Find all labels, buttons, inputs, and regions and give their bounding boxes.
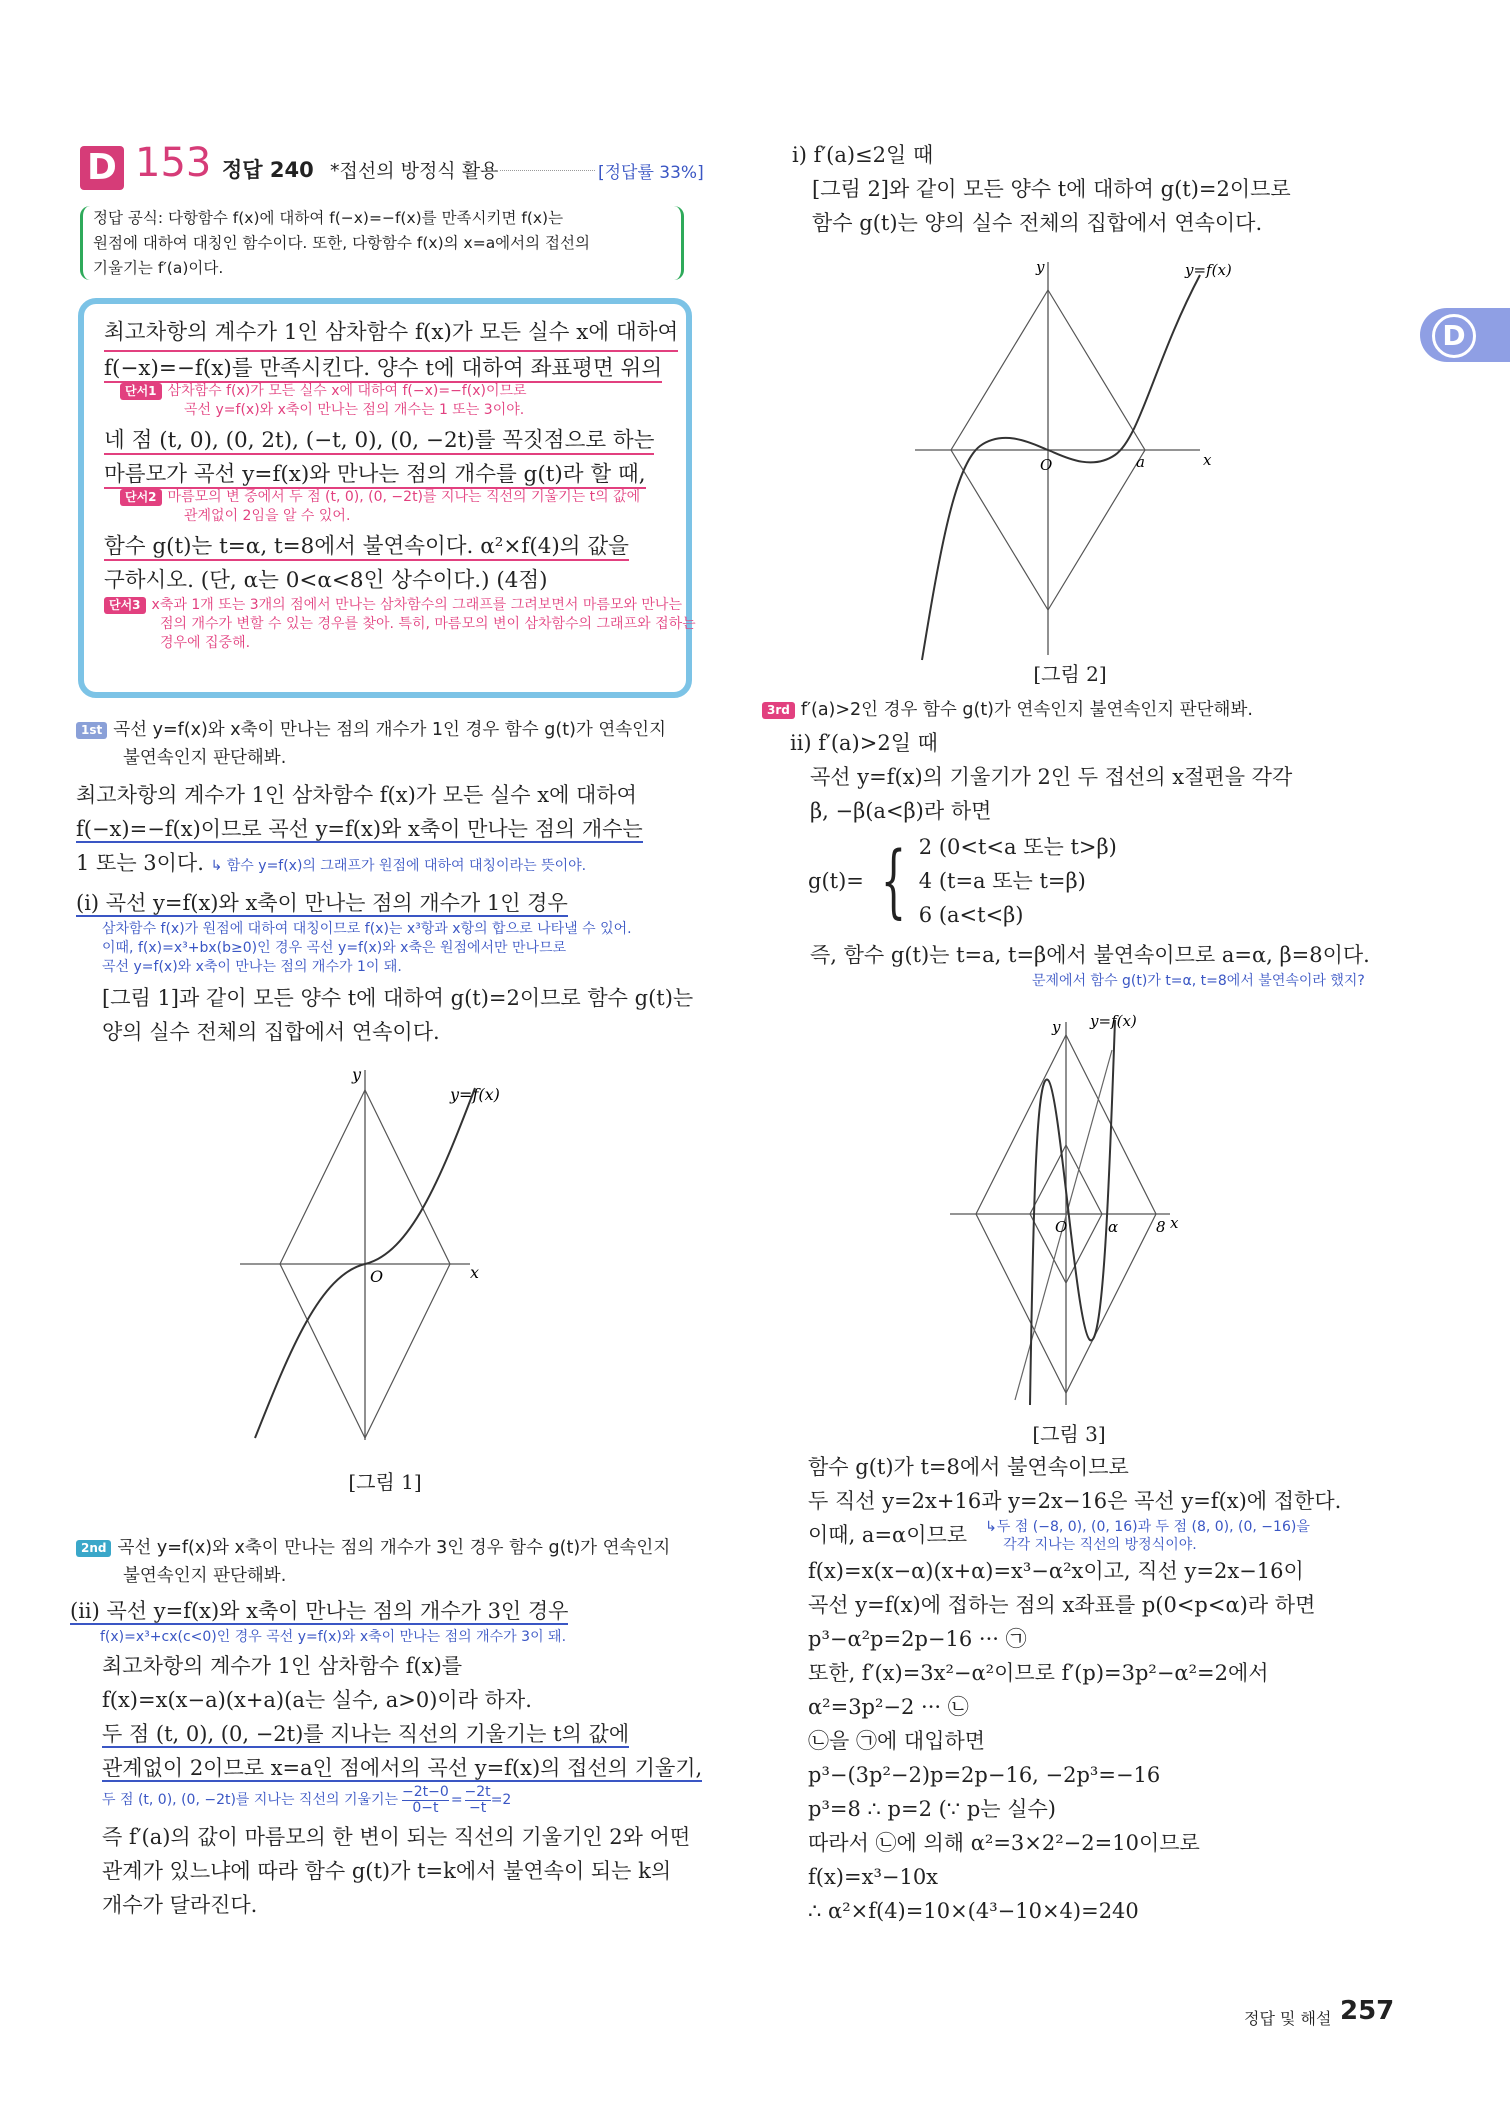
conclusion-note: 문제에서 함수 g(t)가 t=α, t=8에서 불연속이라 했지? [1032, 973, 1365, 989]
y-axis-label: y [1036, 258, 1045, 276]
step2-body [70, 1594, 702, 1922]
calc-line: p³=8 ∴ p=2 (∵ p는 실수) [808, 1797, 1057, 1821]
step2-line: 최고차항의 계수가 1인 삼차함수 f(x)를 [102, 1654, 463, 1678]
step-tag: 2nd [76, 1540, 111, 1557]
hint-text: 마름모의 변 중에서 두 점 (t, 0), (0, −2t)를 지나는 직선의 기울기는 t의 값에 [167, 489, 641, 505]
curve-label: y=f(x) [450, 1085, 500, 1104]
calc-line: f(x)=x³−10x [808, 1865, 939, 1889]
figure-3 [930, 1000, 1250, 1420]
formula-line: 정답 공식: 다항함수 f(x)에 대하여 f(−x)=−f(x)를 만족시키면 f(x)는 [93, 209, 564, 227]
conclusion [810, 938, 1370, 991]
brace: { [880, 834, 907, 927]
origin-label: O [1040, 456, 1053, 474]
step1-line [76, 846, 693, 880]
step-title-line: 불연속인지 판단해봐. [123, 748, 287, 768]
note-line: 이때, f(x)=x³+bx(b≥0)인 경우 곡선 y=f(x)와 x축은 원점에서만 만나므로 [102, 940, 567, 956]
curve-label: y=f(x) [1185, 261, 1232, 279]
conclusion-line: 즉, 함수 g(t)는 t=a, t=β에서 불연속이므로 a=α, β=8이다. [810, 943, 1370, 967]
step2-line: 개수가 달라진다. [102, 1893, 258, 1917]
figure-2 [900, 250, 1300, 670]
problem-line [104, 424, 696, 458]
after-line [808, 1518, 1341, 1554]
figure-2-caption: [그림 2] [1033, 662, 1107, 686]
after-line: 함수 g(t)가 t=8에서 불연속이므로 [808, 1455, 1129, 1479]
note-text: 함수 y=f(x)의 그래프가 원점에 대하여 대칭이라는 뜻이야. [226, 858, 587, 874]
after-line-part: 이때, a=α이므로 [808, 1523, 968, 1547]
step2-title [76, 1534, 670, 1590]
step-title-line: 곡선 y=f(x)와 x축이 만나는 점의 개수가 3인 경우 함수 g(t)가 연속인지 [117, 1538, 671, 1558]
final-work [808, 1450, 1341, 1928]
after-line: 두 직선 y=2x+16과 y=2x−16은 곡선 y=f(x)에 접한다. [808, 1489, 1342, 1513]
hint-text: 곡선 y=f(x)와 x축이 만나는 점의 개수는 1 또는 3이야. [184, 402, 525, 418]
calc-line: f(x)=x(x−α)(x+α)=x³−α²x이고, 직선 y=2x−16이 [808, 1559, 1304, 1583]
hint-text: x축과 1개 또는 3개의 점에서 만나는 삼차함수의 그래프를 그려보면서 마름모와 만나는 [151, 597, 682, 613]
problem-line: 구하시오. (단, α는 0<α<8인 상수이다.) (4점) [104, 568, 548, 593]
fraction-numerator: −2t [464, 1784, 491, 1800]
piecewise-lhs: g(t)= [808, 869, 864, 893]
step3-title [762, 696, 1253, 724]
piecewise-row: 6 (a<t<β) [918, 903, 1024, 927]
case-ii-heading: ii) f′(a)>2일 때 [790, 731, 938, 755]
case-i-heading: i) f′(a)≤2일 때 [792, 143, 934, 167]
problem-line [104, 458, 696, 492]
answer-label: 정답 240 [222, 158, 314, 182]
a-label: a [1136, 453, 1145, 471]
equals-sign: = [450, 1792, 463, 1808]
footer-label: 정답 및 해설 [1244, 2009, 1332, 2028]
case-i-right [792, 138, 1291, 240]
piecewise-row: 4 (t=a 또는 t=β) [918, 869, 1086, 893]
problem-badge: D [80, 146, 124, 190]
piecewise-row: 2 (0<t<a 또는 t>β) [918, 835, 1117, 859]
fraction-denominator: 0−t [412, 1800, 439, 1816]
hint-text: 경우에 집중해. [160, 635, 251, 651]
calc-line: α²=3p²−2 ··· ㉡ [808, 1695, 969, 1719]
step1-line-part: 1 또는 3이다. [76, 851, 204, 875]
step-title-line: f′(a)>2인 경우 함수 g(t)가 연속인지 불연속인지 판단해봐. [800, 700, 1253, 720]
problem-line [104, 352, 696, 386]
problem-line: 최고차항의 계수가 1인 삼차함수 f(x)가 모든 실수 x에 대하여 [104, 316, 678, 352]
formula-line: 원점에 대하여 대칭인 함수이다. 또한, 다항함수 f(x)의 x=a에서의 접선의 [93, 234, 590, 252]
step1-line: 최고차항의 계수가 1인 삼차함수 f(x)가 모든 실수 x에 대하여 [76, 783, 637, 807]
hint-1 [120, 382, 696, 420]
case-ii-line: 곡선 y=f(x)의 기울기가 2인 두 접선의 x절편을 각각 [810, 765, 1293, 789]
figure-1 [220, 1060, 540, 1450]
piecewise-rows [919, 830, 1117, 932]
case-i-notes [102, 920, 693, 977]
side-tab-letter: D [1432, 314, 1476, 358]
fraction [465, 1785, 491, 1816]
hint-tag: 단서1 [120, 383, 162, 400]
figure-1-caption: [그림 1] [348, 1470, 422, 1494]
step2-line [102, 1751, 702, 1785]
step-tag: 1st [76, 722, 107, 739]
step2-line [102, 1717, 702, 1751]
x-axis-label: x [1203, 451, 1212, 469]
problem-text [104, 316, 696, 653]
note-line: 삼차함수 f(x)가 원점에 대하여 대칭이므로 f(x)는 x³항과 x항의 합으로 나타낼 수 있어. [102, 921, 632, 937]
step2-line: 관계가 있느냐에 따라 함수 g(t)가 t=k에서 불연속이 되는 k의 [102, 1859, 672, 1883]
formula-box [80, 206, 684, 280]
problem-number: 153 [135, 140, 212, 186]
hint-text: 점의 개수가 변할 수 있는 경우를 찾아. 특히, 마름모의 변이 삼차함수의 그래프와 접하는 [160, 616, 696, 632]
step1-line [76, 812, 693, 846]
cubic-curve [922, 275, 1200, 660]
note: ↳ 함수 y=f(x)의 그래프가 원점에 대하여 대칭이라는 뜻이야. [210, 858, 587, 874]
eight-label: 8 [1156, 1218, 1166, 1236]
calc-line: ㉡을 ㉠에 대입하면 [808, 1729, 986, 1753]
calc-line: p³−α²p=2p−16 ··· ㉠ [808, 1627, 1027, 1651]
hint-tag: 단서2 [120, 489, 162, 506]
case-ii-text: (ii) 곡선 y=f(x)와 x축이 만나는 점의 개수가 3인 경우 [70, 1599, 569, 1623]
hint-3 [104, 596, 696, 653]
page-number: 257 [1340, 1996, 1395, 2026]
header-dotted-line [500, 170, 595, 171]
calc-line: ∴ α²×f(4)=10×(4³−10×4)=240 [808, 1899, 1139, 1923]
origin-label: O [370, 1267, 384, 1286]
case-ii-right [790, 726, 1292, 828]
problem-line-part: 네 점 (t, 0), (0, 2t), (−t, 0), (0, −2t)를 꼭짓점으로 하는 [104, 428, 655, 453]
case-ii-note: f(x)=x³+cx(c<0)인 경우 곡선 y=f(x)와 x축이 만나는 점의 개수가 3이 돼. [100, 1629, 567, 1645]
slope-note [102, 1785, 702, 1816]
y-axis-label: y [1052, 1018, 1061, 1036]
note-line: 곡선 y=f(x)와 x축이 만나는 점의 개수가 1이 돼. [102, 959, 402, 975]
step1-line: [그림 1]과 같이 모든 양수 t에 대하여 g(t)=2이므로 함수 g(t)는 [102, 986, 694, 1010]
step-title-line: 곡선 y=f(x)와 x축이 만나는 점의 개수가 1인 경우 함수 g(t)가 연속인지 [113, 720, 666, 740]
step1-line: 양의 실수 전체의 집합에서 연속이다. [102, 1020, 440, 1044]
slope-note-text: 두 점 (t, 0), (0, −2t)를 지나는 직선의 기울기는 [102, 1792, 399, 1808]
accuracy-rate: [정답률 33%] [598, 163, 704, 183]
problem-line-part: f(−x)=−f(x)를 만족시킨다. 양수 t에 대하여 좌표평면 위의 [104, 356, 663, 381]
case-i-line: 함수 g(t)는 양의 실수 전체의 집합에서 연속이다. [812, 211, 1263, 235]
alpha-label: α [1108, 1218, 1119, 1236]
step2-line-part: 두 점 (t, 0), (0, −2t)를 지나는 직선의 기울기는 t의 값에 [102, 1722, 630, 1746]
case-ii-line: β, −β(a<β)라 하면 [810, 799, 992, 823]
origin-label: O [1055, 1218, 1068, 1236]
figure-3-caption: [그림 3] [1032, 1422, 1106, 1446]
fraction [402, 1785, 449, 1816]
fraction-denominator: −t [469, 1800, 487, 1816]
fraction-result: =2 [490, 1792, 512, 1808]
calc-line: 따라서 ㉡에 의해 α²=3×2²−2=10이므로 [808, 1831, 1200, 1855]
piecewise [808, 830, 1117, 932]
fraction-numerator: −2t−0 [402, 1784, 449, 1800]
calc-line: p³−(3p²−2)p=2p−16, −2p³=−16 [808, 1763, 1161, 1787]
curve-label: y=f(x) [1090, 1012, 1137, 1030]
problem-line [104, 530, 696, 564]
after-note: ↳두 점 (−8, 0), (0, 16)과 두 점 (8, 0), (0, −16)을 각각 지나는 직선의 방정식이야. [985, 1519, 1310, 1553]
case-i-line: [그림 2]와 같이 모든 양수 t에 대하여 g(t)=2이므로 [812, 177, 1291, 201]
problem-line-part: 함수 g(t)는 t=α, t=8에서 불연속이다. α²×f(4)의 값을 [104, 534, 629, 559]
step1-line-part: f(−x)=−f(x)이므로 곡선 y=f(x)와 x축이 만나는 점의 개수는 [76, 817, 643, 841]
formula-line: 기울기는 f′(a)이다. [93, 259, 224, 277]
case-i-text: (i) 곡선 y=f(x)와 x축이 만나는 점의 개수가 1인 경우 [76, 891, 568, 915]
note-line: 두 점 (−8, 0), (0, 16)과 두 점 (8, 0), (0, −16)을 [996, 1519, 1310, 1535]
step2-line-part: 관계없이 2이므로 x=a인 점에서의 곡선 y=f(x)의 접선의 기울기, [102, 1756, 703, 1780]
case-i [76, 886, 693, 920]
hint-2 [120, 488, 696, 526]
hint-text: 삼차함수 f(x)가 모든 실수 x에 대하여 f(−x)=−f(x)이므로 [167, 383, 527, 399]
step-title-line: 불연속인지 판단해봐. [123, 1566, 287, 1586]
step1-title [76, 716, 666, 772]
x-axis-label: x [470, 1263, 480, 1282]
x-axis-label: x [1170, 1214, 1179, 1232]
note-line: 각각 지나는 직선의 방정식이야. [1003, 1537, 1197, 1553]
side-tab [1420, 308, 1510, 362]
step1-body [76, 778, 693, 1049]
step2-line: f(x)=x(x−a)(x+a)(a는 실수, a>0)이라 하자. [102, 1688, 532, 1712]
problem-line-part: 마름모가 곡선 y=f(x)와 만나는 점의 개수를 g(t)라 할 때, [104, 462, 646, 487]
case-ii [70, 1594, 702, 1628]
y-axis-label: y [352, 1065, 362, 1084]
step-tag: 3rd [762, 702, 795, 719]
calc-line: 곡선 y=f(x)에 접하는 점의 x좌표를 p(0<p<α)라 하면 [808, 1593, 1316, 1617]
hint-text: 관계없이 2임을 알 수 있어. [184, 508, 351, 524]
step2-line: 즉 f′(a)의 값이 마름모의 한 변이 되는 직선의 기울기인 2와 어떤 [102, 1825, 691, 1849]
topic-label: *접선의 방정식 활용 [330, 160, 499, 182]
hint-tag: 단서3 [104, 597, 146, 614]
calc-line: 또한, f′(x)=3x²−α²이므로 f′(p)=3p²−α²=2에서 [808, 1661, 1269, 1685]
